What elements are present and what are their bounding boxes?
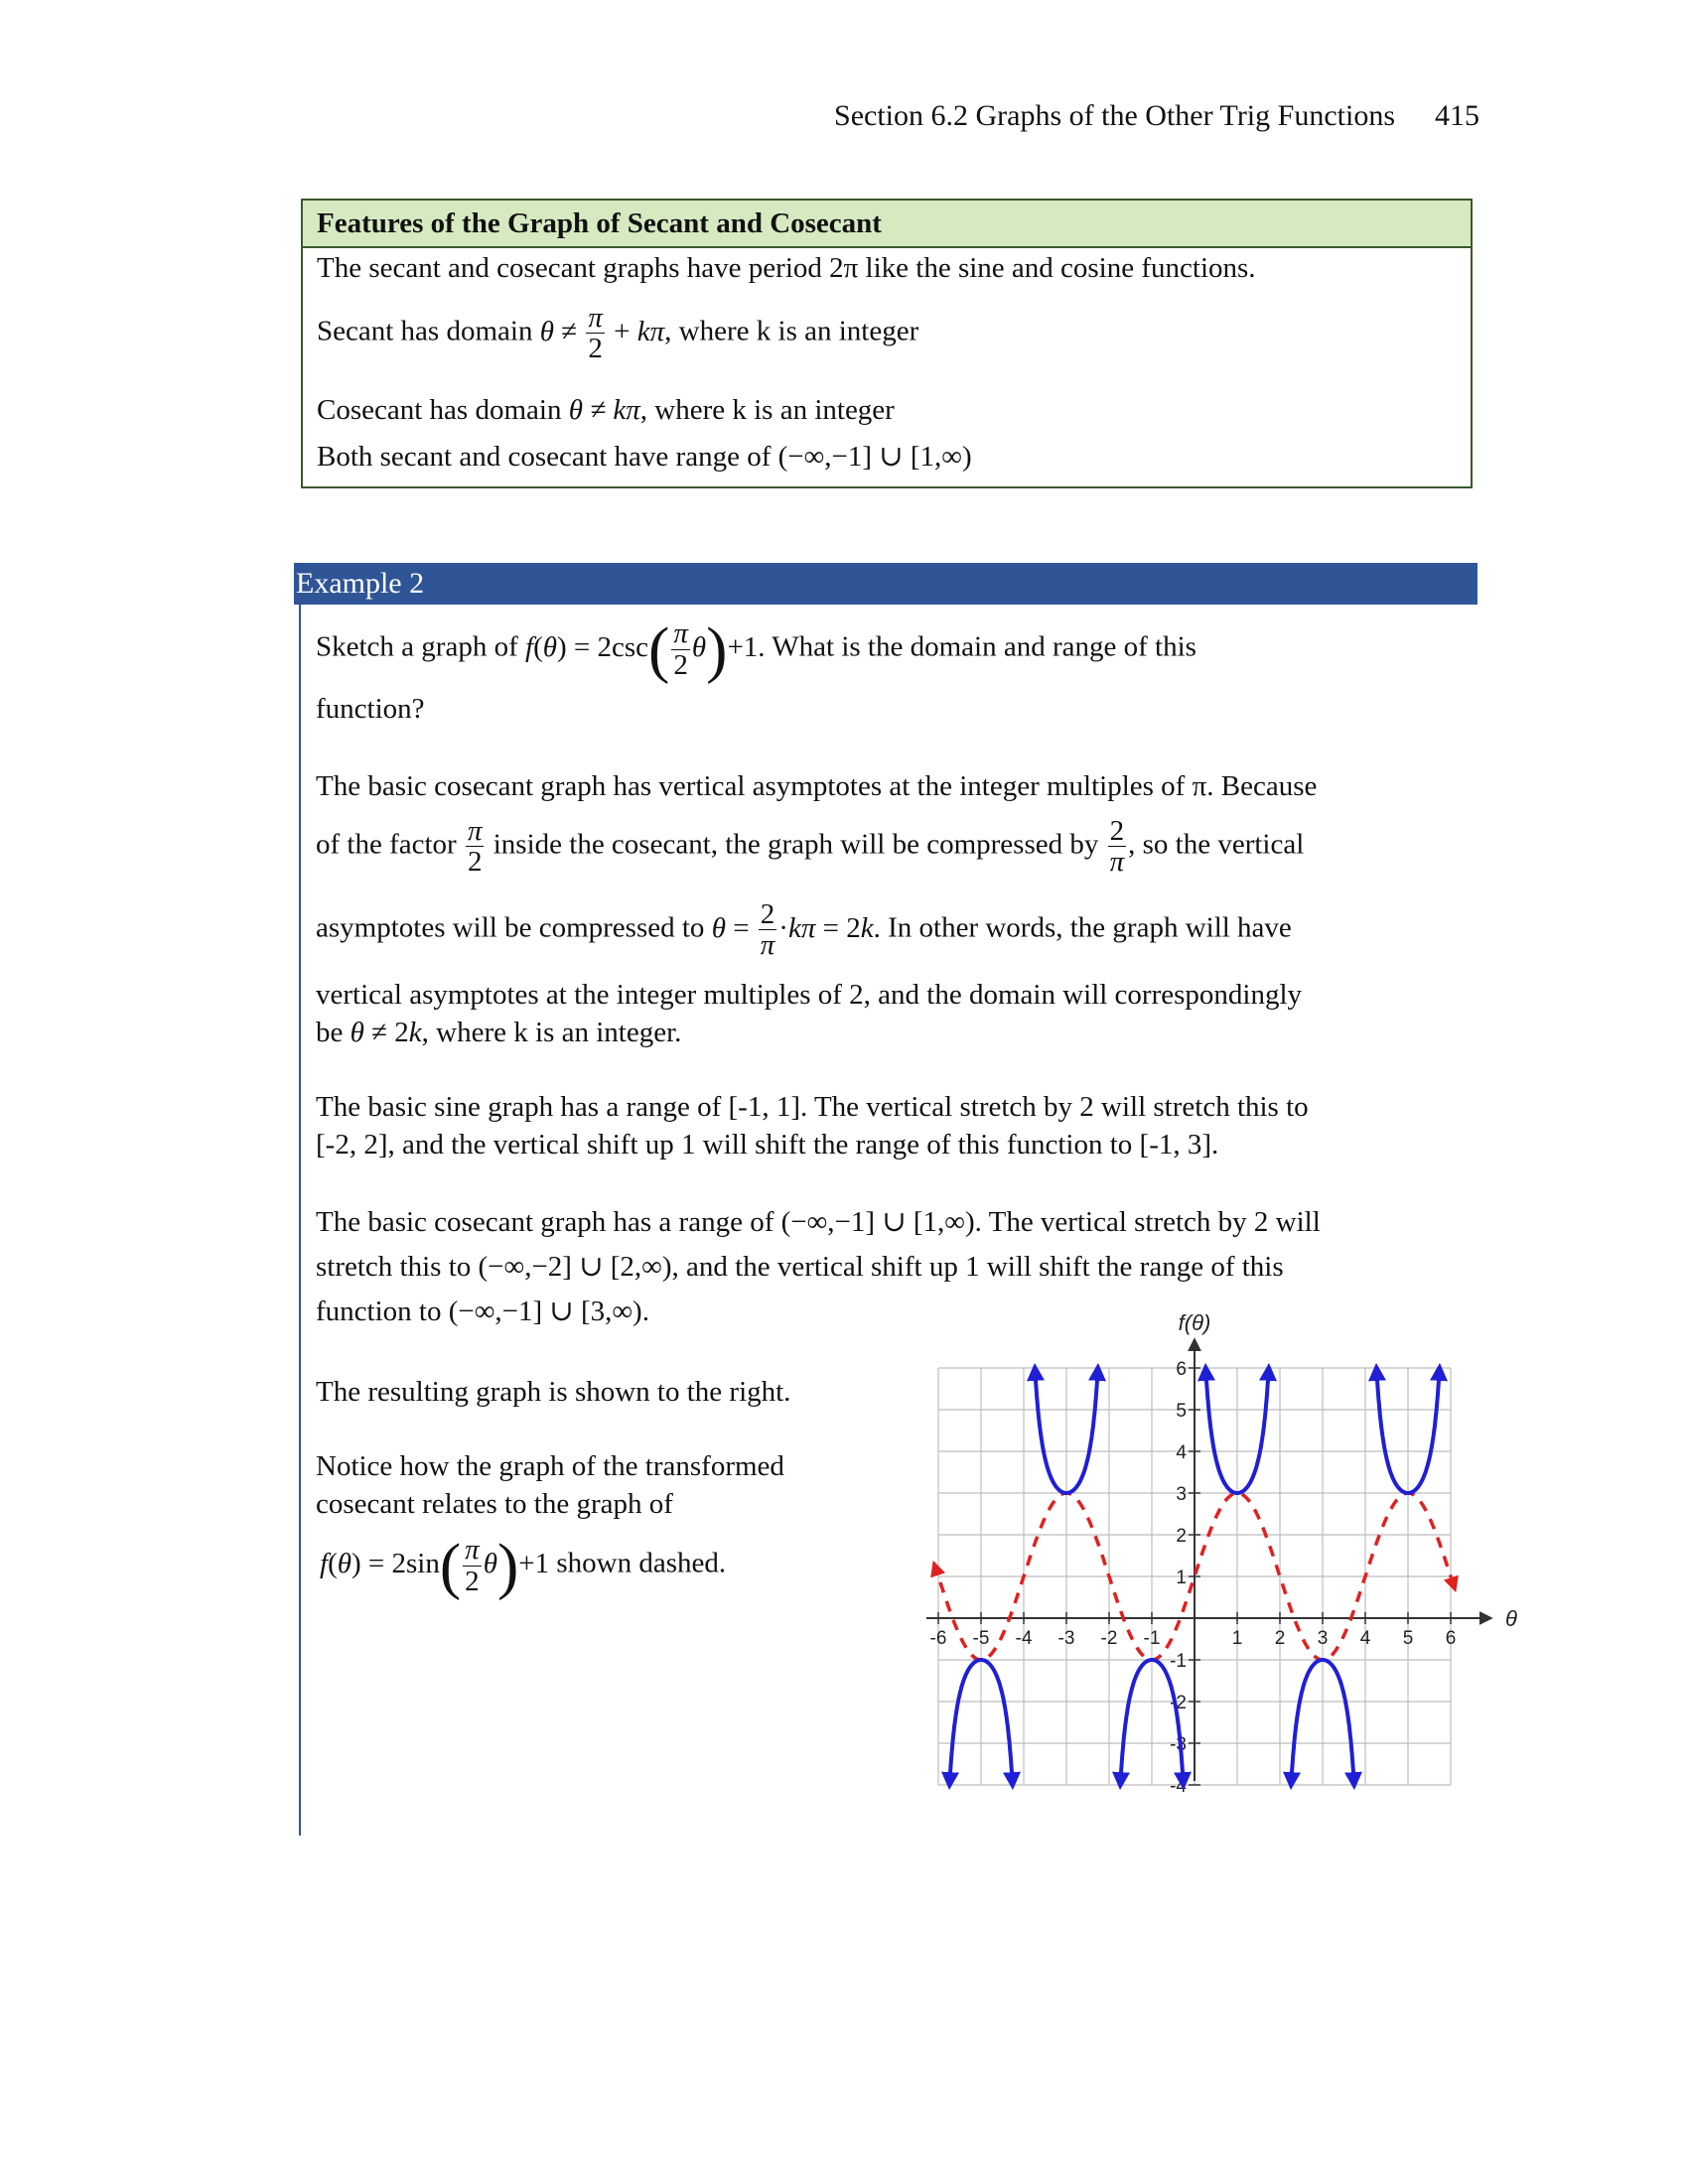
y-tick-label: 3 <box>1176 1484 1187 1505</box>
x-tick-label: -5 <box>972 1628 990 1649</box>
features-title: Features of the Graph of Secant and Cosecant <box>303 201 1471 248</box>
cosecant-domain-formula: θ ≠ kπ <box>568 394 640 426</box>
x-tick-label: -1 <box>1143 1628 1161 1649</box>
x-axis-label: θ <box>1505 1606 1517 1631</box>
p5-line-a: Notice how the graph of the transformed <box>316 1450 784 1482</box>
y-tick-label: 1 <box>1176 1568 1187 1588</box>
p1-e1: be <box>316 1017 344 1048</box>
compression-formula: $\frac{2}{\pi}$ <box>1109 815 1125 879</box>
p2-line-a: The basic sine graph has a range of [-1, 1]. The vertical stretch by 2 will stretch this to <box>316 1091 1309 1123</box>
p1-line-a: The basic cosecant graph has vertical asymptotes at the integer multiples of π. Because <box>316 770 1318 802</box>
p1-b2: inside the cosecant, the graph will be compressed by <box>492 828 1099 861</box>
cosecant-domain-suffix: , where k is an integer <box>639 394 895 426</box>
asymptote-formula: θ = $\frac{2}{\pi}$ ·kπ = 2k. <box>711 898 881 962</box>
x-tick-label: 6 <box>1445 1628 1457 1649</box>
p3-b1: stretch this to <box>316 1251 472 1283</box>
p3-c1: function to <box>316 1296 442 1327</box>
prompt-suffix: What is the domain and range of this <box>772 630 1196 663</box>
p5-line-b: cosecant relates to the graph of <box>316 1488 673 1520</box>
factor-formula: $\frac{\pi}{2}$ <box>467 815 483 879</box>
period-line: The secant and cosecant graphs have period 2π like the sine and cosine functions. <box>317 252 1256 284</box>
secant-domain-suffix: , where k is an integer <box>664 315 919 347</box>
p2-line-b: [-2, 2], and the vertical shift up 1 will shift the range of this function to [-1, 3]. <box>316 1129 1219 1160</box>
p1-c1: asymptotes will be compressed to <box>316 911 705 944</box>
x-tick-label: 4 <box>1359 1628 1371 1649</box>
x-tick-label: 1 <box>1231 1628 1243 1649</box>
p1-b3: , so the vertical <box>1128 828 1305 861</box>
prompt-prefix: Sketch a graph of <box>316 630 518 663</box>
x-tick-label: 2 <box>1274 1628 1286 1649</box>
p3-a3: . The vertical stretch by 2 will <box>974 1206 1321 1238</box>
range-formula: (−∞,−1] ∪ [1,∞) <box>777 441 972 473</box>
range-prefix: Both secant and cosecant have range of <box>317 441 772 473</box>
p3-a1: The basic cosecant graph has a range of <box>316 1206 774 1238</box>
p4-line: The resulting graph is shown to the right. <box>316 1376 791 1408</box>
p1-c2: In other words, the graph will have <box>888 911 1292 944</box>
example-label: Example 2 <box>294 563 1477 605</box>
y-tick-label: 2 <box>1176 1526 1187 1547</box>
section-title: Section 6.2 Graphs of the Other Trig Functions <box>834 99 1395 132</box>
domain-formula: θ ≠ 2k <box>350 1017 422 1048</box>
secant-domain-formula: θ ≠ $\frac{\pi}{2}$ + kπ <box>539 302 665 365</box>
prompt-line-2: function? <box>316 693 425 725</box>
p3-c2: (−∞,−1] ∪ [3,∞) <box>448 1296 642 1327</box>
page-number: 415 <box>1435 99 1479 132</box>
x-tick-label: -6 <box>929 1628 947 1649</box>
p1-e2: , where k is an integer. <box>421 1017 682 1048</box>
p1-line-d: vertical asymptotes at the integer multiples of 2, and the domain will correspondingly <box>316 979 1303 1011</box>
x-tick-label: 3 <box>1317 1628 1329 1649</box>
y-tick-label: 4 <box>1176 1442 1187 1463</box>
cosecant-domain-prefix: Cosecant has domain <box>317 394 562 426</box>
p1-b1: of the factor <box>316 828 457 861</box>
x-tick-label: -2 <box>1100 1628 1118 1649</box>
y-tick-label: -3 <box>1170 1734 1187 1755</box>
y-axis-label: f(θ) <box>1178 1310 1211 1335</box>
p5-c: shown dashed. <box>556 1547 727 1579</box>
p3-a2: (−∞,−1] ∪ [1,∞) <box>780 1206 975 1238</box>
x-tick-label: 5 <box>1402 1628 1414 1649</box>
sine-formula: f(θ) = 2sin( $\frac{\pi}{2}$ θ)+1 <box>320 1530 550 1600</box>
y-tick-label: -4 <box>1170 1776 1187 1797</box>
y-tick-label: 6 <box>1176 1359 1187 1380</box>
p3-c3: . <box>641 1296 649 1327</box>
p3-b2: (−∞,−2] ∪ [2,∞) <box>478 1251 672 1283</box>
x-tick-label: -3 <box>1057 1628 1075 1649</box>
prompt-formula: f(θ) = 2csc( $\frac{\pi}{2}$ θ)+1. <box>525 614 766 684</box>
y-tick-label: 5 <box>1176 1401 1187 1422</box>
y-tick-label: -2 <box>1170 1693 1187 1713</box>
y-tick-label: -1 <box>1170 1651 1187 1672</box>
x-tick-label: -4 <box>1015 1628 1033 1649</box>
p3-b3: , and the vertical shift up 1 will shift the range of this <box>671 1251 1284 1283</box>
secant-domain-prefix: Secant has domain <box>317 315 533 347</box>
